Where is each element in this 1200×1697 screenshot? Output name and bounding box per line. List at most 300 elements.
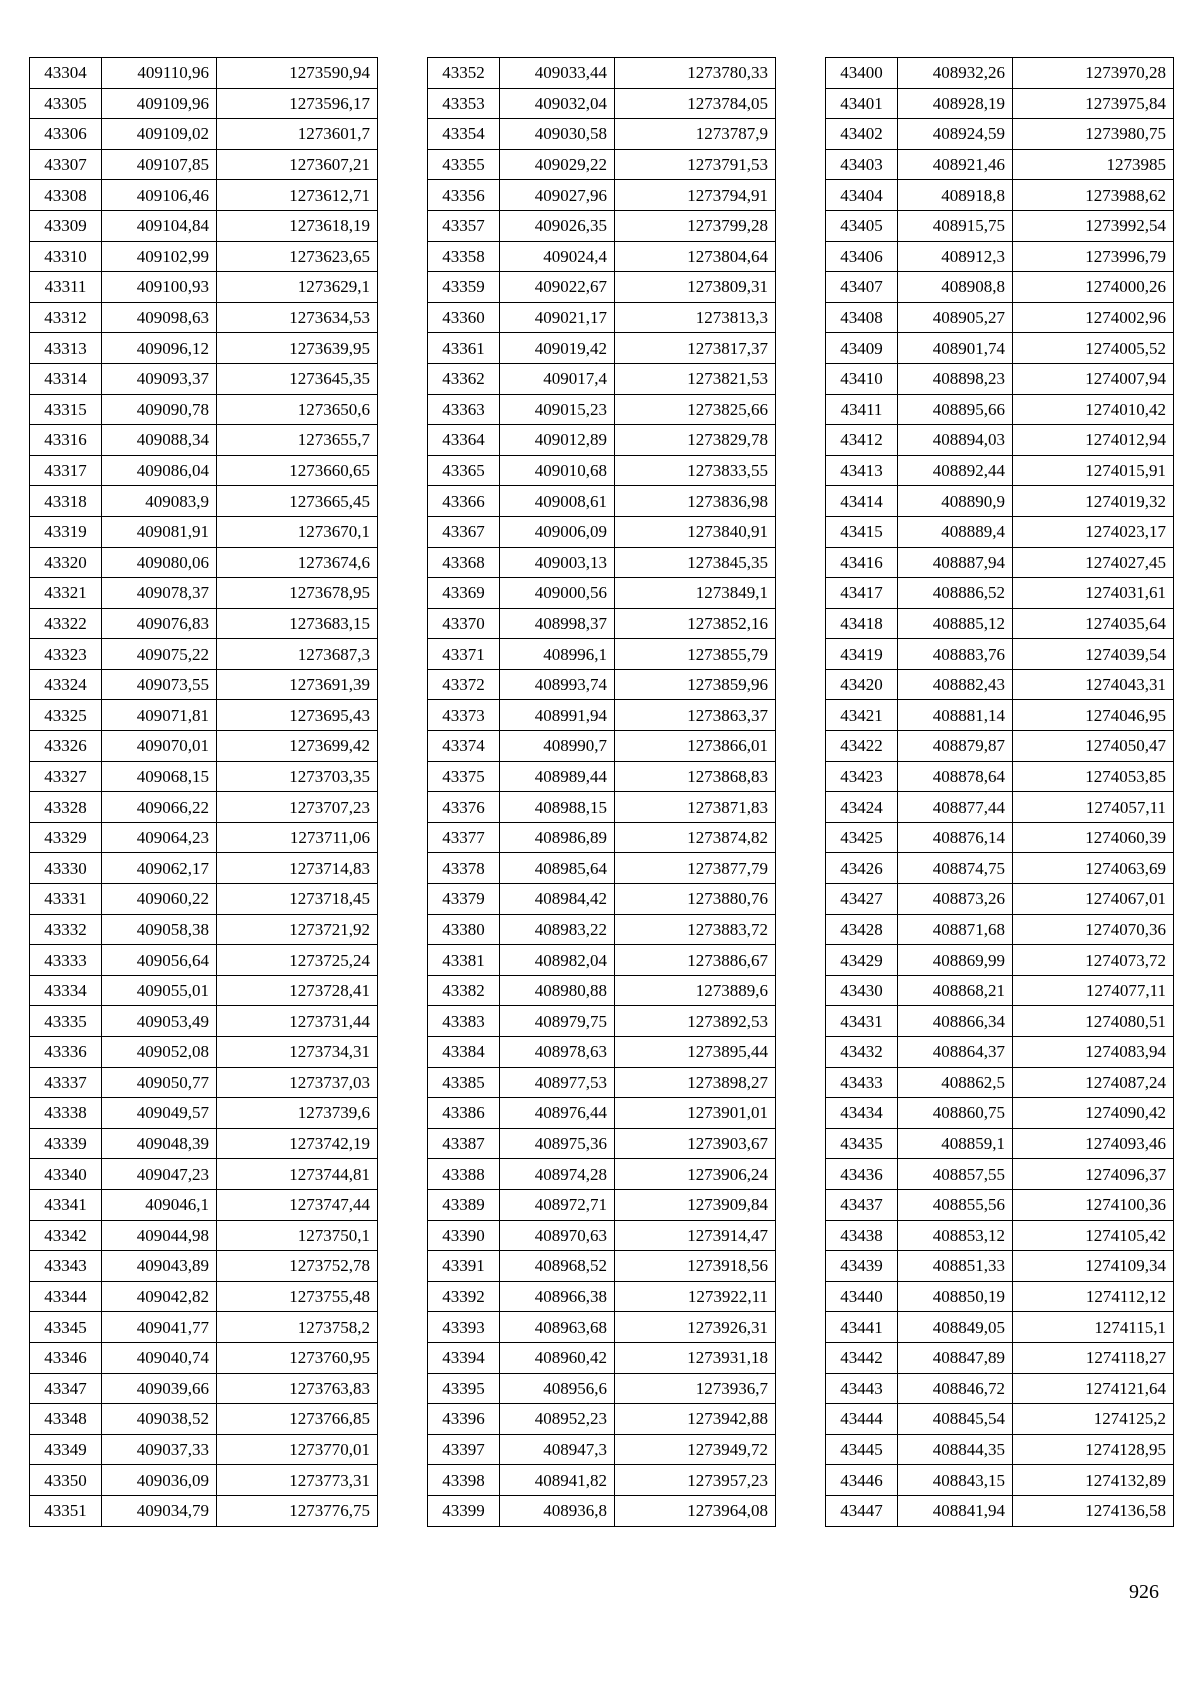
y-coordinate-cell: 1273859,96: [615, 669, 776, 700]
y-coordinate-cell: 1273728,41: [217, 975, 378, 1006]
y-coordinate-cell: 1273618,19: [217, 210, 378, 241]
x-coordinate-cell: 409066,22: [102, 792, 217, 823]
x-coordinate-cell: 409100,93: [102, 272, 217, 303]
point-number-cell: 43353: [428, 88, 500, 119]
table-row: [826, 425, 1174, 456]
x-coordinate-cell: 408990,7: [500, 731, 615, 762]
y-coordinate-cell: 1274118,27: [1013, 1342, 1174, 1373]
y-coordinate-cell: 1273639,95: [217, 333, 378, 364]
y-coordinate-cell: 1273780,33: [615, 58, 776, 89]
y-coordinate-cell: 1273691,39: [217, 669, 378, 700]
table-row: [30, 455, 378, 486]
y-coordinate-cell: 1273992,54: [1013, 210, 1174, 241]
table-row: [30, 975, 378, 1006]
point-number-cell: 43397: [428, 1434, 500, 1465]
x-coordinate-cell: 409106,46: [102, 180, 217, 211]
y-coordinate-cell: 1273980,75: [1013, 119, 1174, 150]
y-coordinate-cell: 1273880,76: [615, 884, 776, 915]
point-number-cell: 43443: [826, 1373, 898, 1404]
x-coordinate-cell: 408850,19: [898, 1281, 1013, 1312]
table-row: [30, 945, 378, 976]
y-coordinate-cell: 1274019,32: [1013, 486, 1174, 517]
x-coordinate-cell: 409000,56: [500, 578, 615, 609]
point-number-cell: 43429: [826, 945, 898, 976]
table-row: [428, 1495, 776, 1526]
x-coordinate-cell: 409075,22: [102, 639, 217, 670]
x-coordinate-cell: 409036,09: [102, 1465, 217, 1496]
table-row: [428, 884, 776, 915]
x-coordinate-cell: 409056,64: [102, 945, 217, 976]
x-coordinate-cell: 408866,34: [898, 1006, 1013, 1037]
table-row: [428, 669, 776, 700]
y-coordinate-cell: 1273821,53: [615, 363, 776, 394]
x-coordinate-cell: 408972,71: [500, 1189, 615, 1220]
table-row: [428, 1159, 776, 1190]
x-coordinate-cell: 408901,74: [898, 333, 1013, 364]
y-coordinate-cell: 1273970,28: [1013, 58, 1174, 89]
x-coordinate-cell: 408998,37: [500, 608, 615, 639]
x-coordinate-cell: 409050,77: [102, 1067, 217, 1098]
y-coordinate-cell: 1274015,91: [1013, 455, 1174, 486]
y-coordinate-cell: 1273895,44: [615, 1037, 776, 1068]
point-number-cell: 43331: [30, 884, 102, 915]
x-coordinate-cell: 409029,22: [500, 149, 615, 180]
x-coordinate-cell: 408853,12: [898, 1220, 1013, 1251]
table-row: [826, 1159, 1174, 1190]
table-row: [428, 363, 776, 394]
point-number-cell: 43336: [30, 1037, 102, 1068]
y-coordinate-cell: 1273773,31: [217, 1465, 378, 1496]
point-number-cell: 43310: [30, 241, 102, 272]
x-coordinate-cell: 408855,56: [898, 1189, 1013, 1220]
x-coordinate-cell: 409102,99: [102, 241, 217, 272]
x-coordinate-cell: 409026,35: [500, 210, 615, 241]
y-coordinate-cell: 1273612,71: [217, 180, 378, 211]
point-number-cell: 43380: [428, 914, 500, 945]
point-number-cell: 43348: [30, 1404, 102, 1435]
point-number-cell: 43432: [826, 1037, 898, 1068]
y-coordinate-cell: 1273903,67: [615, 1128, 776, 1159]
point-number-cell: 43372: [428, 669, 500, 700]
table-row: [826, 792, 1174, 823]
point-number-cell: 43399: [428, 1495, 500, 1526]
point-number-cell: 43360: [428, 302, 500, 333]
table-row: [826, 1312, 1174, 1343]
x-coordinate-cell: 408886,52: [898, 578, 1013, 609]
y-coordinate-cell: 1273833,55: [615, 455, 776, 486]
table-row: [826, 88, 1174, 119]
x-coordinate-cell: 408978,63: [500, 1037, 615, 1068]
table-row: [826, 58, 1174, 89]
table-row: [428, 1037, 776, 1068]
table-row: [428, 1067, 776, 1098]
x-coordinate-cell: 408860,75: [898, 1098, 1013, 1129]
table-row: [428, 1404, 776, 1435]
x-coordinate-cell: 408984,42: [500, 884, 615, 915]
table-row: [30, 1495, 378, 1526]
point-number-cell: 43335: [30, 1006, 102, 1037]
y-coordinate-cell: 1273601,7: [217, 119, 378, 150]
y-coordinate-cell: 1273776,75: [217, 1495, 378, 1526]
table-row: [30, 822, 378, 853]
y-coordinate-cell: 1274010,42: [1013, 394, 1174, 425]
x-coordinate-cell: 409027,96: [500, 180, 615, 211]
x-coordinate-cell: 408894,03: [898, 425, 1013, 456]
y-coordinate-cell: 1273906,24: [615, 1159, 776, 1190]
x-coordinate-cell: 409096,12: [102, 333, 217, 364]
y-coordinate-cell: 1274080,51: [1013, 1006, 1174, 1037]
y-coordinate-cell: 1273645,35: [217, 363, 378, 394]
y-coordinate-cell: 1273883,72: [615, 914, 776, 945]
x-coordinate-cell: 409064,23: [102, 822, 217, 853]
table-row: [428, 1312, 776, 1343]
x-coordinate-cell: 408892,44: [898, 455, 1013, 486]
y-coordinate-cell: 1273988,62: [1013, 180, 1174, 211]
y-coordinate-cell: 1273799,28: [615, 210, 776, 241]
y-coordinate-cell: 1274027,45: [1013, 547, 1174, 578]
point-number-cell: 43307: [30, 149, 102, 180]
point-number-cell: 43312: [30, 302, 102, 333]
y-coordinate-cell: 1274023,17: [1013, 516, 1174, 547]
point-number-cell: 43361: [428, 333, 500, 364]
table-row: [428, 608, 776, 639]
x-coordinate-cell: 409109,96: [102, 88, 217, 119]
table-row: [30, 853, 378, 884]
point-number-cell: 43391: [428, 1251, 500, 1282]
point-number-cell: 43421: [826, 700, 898, 731]
table-row: [826, 149, 1174, 180]
y-coordinate-cell: 1274050,47: [1013, 731, 1174, 762]
x-coordinate-cell: 408974,28: [500, 1159, 615, 1190]
y-coordinate-cell: 1273766,85: [217, 1404, 378, 1435]
table-row: [826, 1342, 1174, 1373]
y-coordinate-cell: 1274060,39: [1013, 822, 1174, 853]
table-row: [428, 1006, 776, 1037]
y-coordinate-cell: 1273687,3: [217, 639, 378, 670]
x-coordinate-cell: 408924,59: [898, 119, 1013, 150]
y-coordinate-cell: 1273739,6: [217, 1098, 378, 1129]
table-row: [428, 1342, 776, 1373]
x-coordinate-cell: 408849,05: [898, 1312, 1013, 1343]
point-number-cell: 43343: [30, 1251, 102, 1282]
y-coordinate-cell: 1273734,31: [217, 1037, 378, 1068]
y-coordinate-cell: 1273985: [1013, 149, 1174, 180]
table-row: [30, 1189, 378, 1220]
x-coordinate-cell: 409047,23: [102, 1159, 217, 1190]
x-coordinate-cell: 408996,1: [500, 639, 615, 670]
y-coordinate-cell: 1273590,94: [217, 58, 378, 89]
point-number-cell: 43425: [826, 822, 898, 853]
table-row: [30, 1342, 378, 1373]
x-coordinate-cell: 409081,91: [102, 516, 217, 547]
table-row: [30, 669, 378, 700]
x-coordinate-cell: 408843,15: [898, 1465, 1013, 1496]
x-coordinate-cell: 408887,94: [898, 547, 1013, 578]
y-coordinate-cell: 1273791,53: [615, 149, 776, 180]
x-coordinate-cell: 408873,26: [898, 884, 1013, 915]
x-coordinate-cell: 408844,35: [898, 1434, 1013, 1465]
y-coordinate-cell: 1273674,6: [217, 547, 378, 578]
point-number-cell: 43392: [428, 1281, 500, 1312]
x-coordinate-cell: 408877,44: [898, 792, 1013, 823]
point-number-cell: 43314: [30, 363, 102, 394]
x-coordinate-cell: 408918,8: [898, 180, 1013, 211]
point-number-cell: 43373: [428, 700, 500, 731]
y-coordinate-cell: 1273996,79: [1013, 241, 1174, 272]
point-number-cell: 43405: [826, 210, 898, 241]
y-coordinate-cell: 1273707,23: [217, 792, 378, 823]
point-number-cell: 43339: [30, 1128, 102, 1159]
x-coordinate-cell: 408975,36: [500, 1128, 615, 1159]
y-coordinate-cell: 1273784,05: [615, 88, 776, 119]
y-coordinate-cell: 1273892,53: [615, 1006, 776, 1037]
y-coordinate-cell: 1273747,44: [217, 1189, 378, 1220]
table-row: [30, 180, 378, 211]
y-coordinate-cell: 1273886,67: [615, 945, 776, 976]
table-row: [30, 302, 378, 333]
point-number-cell: 43329: [30, 822, 102, 853]
table-row: [30, 1312, 378, 1343]
y-coordinate-cell: 1273758,2: [217, 1312, 378, 1343]
point-number-cell: 43438: [826, 1220, 898, 1251]
y-coordinate-cell: 1274073,72: [1013, 945, 1174, 976]
x-coordinate-cell: 408982,04: [500, 945, 615, 976]
x-coordinate-cell: 408889,4: [898, 516, 1013, 547]
point-number-cell: 43328: [30, 792, 102, 823]
point-number-cell: 43416: [826, 547, 898, 578]
x-coordinate-cell: 409071,81: [102, 700, 217, 731]
table-row: [30, 58, 378, 89]
table-row: [826, 1098, 1174, 1129]
table-row: [826, 241, 1174, 272]
table-row: [826, 1495, 1174, 1526]
point-number-cell: 43315: [30, 394, 102, 425]
point-number-cell: 43389: [428, 1189, 500, 1220]
point-number-cell: 43340: [30, 1159, 102, 1190]
point-number-cell: 43385: [428, 1067, 500, 1098]
x-coordinate-cell: 408882,43: [898, 669, 1013, 700]
x-coordinate-cell: 408966,38: [500, 1281, 615, 1312]
y-coordinate-cell: 1274002,96: [1013, 302, 1174, 333]
y-coordinate-cell: 1273877,79: [615, 853, 776, 884]
point-number-cell: 43355: [428, 149, 500, 180]
point-number-cell: 43374: [428, 731, 500, 762]
table-row: [30, 1373, 378, 1404]
x-coordinate-cell: 409104,84: [102, 210, 217, 241]
x-coordinate-cell: 409107,85: [102, 149, 217, 180]
y-coordinate-cell: 1274053,85: [1013, 761, 1174, 792]
table-row: [826, 119, 1174, 150]
x-coordinate-cell: 408879,87: [898, 731, 1013, 762]
y-coordinate-cell: 1274057,11: [1013, 792, 1174, 823]
table-row: [826, 1220, 1174, 1251]
x-coordinate-cell: 408986,89: [500, 822, 615, 853]
page-number: 926: [1129, 1581, 1159, 1603]
point-number-cell: 43308: [30, 180, 102, 211]
table-row: [428, 58, 776, 89]
x-coordinate-cell: 408878,64: [898, 761, 1013, 792]
table-row: [30, 241, 378, 272]
table-row: [826, 547, 1174, 578]
table-row: [428, 1189, 776, 1220]
x-coordinate-cell: 408898,23: [898, 363, 1013, 394]
table-row: [30, 1281, 378, 1312]
x-coordinate-cell: 408905,27: [898, 302, 1013, 333]
point-number-cell: 43323: [30, 639, 102, 670]
table-row: [30, 792, 378, 823]
table-row: [428, 1128, 776, 1159]
point-number-cell: 43351: [30, 1495, 102, 1526]
x-coordinate-cell: 408989,44: [500, 761, 615, 792]
table-row: [428, 272, 776, 303]
table-row: [428, 88, 776, 119]
point-number-cell: 43332: [30, 914, 102, 945]
x-coordinate-cell: 408968,52: [500, 1251, 615, 1282]
y-coordinate-cell: 1273711,06: [217, 822, 378, 853]
table-row: [826, 1465, 1174, 1496]
y-coordinate-cell: 1273949,72: [615, 1434, 776, 1465]
point-number-cell: 43304: [30, 58, 102, 89]
point-number-cell: 43330: [30, 853, 102, 884]
x-coordinate-cell: 409073,55: [102, 669, 217, 700]
table-row: [428, 1251, 776, 1282]
y-coordinate-cell: 1273931,18: [615, 1342, 776, 1373]
y-coordinate-cell: 1273817,37: [615, 333, 776, 364]
x-coordinate-cell: 408885,12: [898, 608, 1013, 639]
table-row: [30, 639, 378, 670]
x-coordinate-cell: 408977,53: [500, 1067, 615, 1098]
table-row: [428, 302, 776, 333]
point-number-cell: 43324: [30, 669, 102, 700]
point-number-cell: 43318: [30, 486, 102, 517]
y-coordinate-cell: 1273634,53: [217, 302, 378, 333]
point-number-cell: 43358: [428, 241, 500, 272]
table-row: [30, 1006, 378, 1037]
x-coordinate-cell: 409021,17: [500, 302, 615, 333]
y-coordinate-cell: 1274132,89: [1013, 1465, 1174, 1496]
table-row: [826, 731, 1174, 762]
table-row: [428, 914, 776, 945]
point-number-cell: 43434: [826, 1098, 898, 1129]
y-coordinate-cell: 1273964,08: [615, 1495, 776, 1526]
point-number-cell: 43422: [826, 731, 898, 762]
table-row: [826, 975, 1174, 1006]
point-number-cell: 43395: [428, 1373, 500, 1404]
y-coordinate-cell: 1273629,1: [217, 272, 378, 303]
point-number-cell: 43327: [30, 761, 102, 792]
y-coordinate-cell: 1273942,88: [615, 1404, 776, 1435]
point-number-cell: 43431: [826, 1006, 898, 1037]
table-row: [826, 394, 1174, 425]
y-coordinate-cell: 1274125,2: [1013, 1404, 1174, 1435]
x-coordinate-cell: 408983,22: [500, 914, 615, 945]
x-coordinate-cell: 408932,26: [898, 58, 1013, 89]
table-row: [826, 180, 1174, 211]
point-number-cell: 43420: [826, 669, 898, 700]
table-row: [428, 394, 776, 425]
y-coordinate-cell: 1273874,82: [615, 822, 776, 853]
point-number-cell: 43396: [428, 1404, 500, 1435]
point-number-cell: 43445: [826, 1434, 898, 1465]
table-row: [826, 1404, 1174, 1435]
x-coordinate-cell: 408871,68: [898, 914, 1013, 945]
x-coordinate-cell: 408980,88: [500, 975, 615, 1006]
y-coordinate-cell: 1273804,64: [615, 241, 776, 272]
table-row: [30, 88, 378, 119]
y-coordinate-cell: 1274077,11: [1013, 975, 1174, 1006]
point-number-cell: 43333: [30, 945, 102, 976]
table-row: [428, 333, 776, 364]
y-coordinate-cell: 1273750,1: [217, 1220, 378, 1251]
x-coordinate-cell: 408988,15: [500, 792, 615, 823]
y-coordinate-cell: 1273755,48: [217, 1281, 378, 1312]
point-number-cell: 43371: [428, 639, 500, 670]
point-number-cell: 43414: [826, 486, 898, 517]
x-coordinate-cell: 408960,42: [500, 1342, 615, 1373]
point-number-cell: 43413: [826, 455, 898, 486]
y-coordinate-cell: 1274121,64: [1013, 1373, 1174, 1404]
y-coordinate-cell: 1274100,36: [1013, 1189, 1174, 1220]
x-coordinate-cell: 408868,21: [898, 975, 1013, 1006]
x-coordinate-cell: 409033,44: [500, 58, 615, 89]
point-number-cell: 43387: [428, 1128, 500, 1159]
x-coordinate-cell: 408993,74: [500, 669, 615, 700]
point-number-cell: 43363: [428, 394, 500, 425]
y-coordinate-cell: 1273849,1: [615, 578, 776, 609]
x-coordinate-cell: 409037,33: [102, 1434, 217, 1465]
x-coordinate-cell: 409019,42: [500, 333, 615, 364]
point-number-cell: 43398: [428, 1465, 500, 1496]
point-number-cell: 43426: [826, 853, 898, 884]
x-coordinate-cell: 409024,4: [500, 241, 615, 272]
y-coordinate-cell: 1274090,42: [1013, 1098, 1174, 1129]
point-number-cell: 43313: [30, 333, 102, 364]
coordinate-table-3: [825, 57, 1174, 1527]
table-row: [30, 1404, 378, 1435]
y-coordinate-cell: 1273763,83: [217, 1373, 378, 1404]
point-number-cell: 43419: [826, 639, 898, 670]
x-coordinate-cell: 409110,96: [102, 58, 217, 89]
x-coordinate-cell: 408947,3: [500, 1434, 615, 1465]
table-row: [428, 1281, 776, 1312]
x-coordinate-cell: 409006,09: [500, 516, 615, 547]
y-coordinate-cell: 1273744,81: [217, 1159, 378, 1190]
point-number-cell: 43390: [428, 1220, 500, 1251]
table-row: [428, 731, 776, 762]
y-coordinate-cell: 1273975,84: [1013, 88, 1174, 119]
x-coordinate-cell: 408976,44: [500, 1098, 615, 1129]
x-coordinate-cell: 409076,83: [102, 608, 217, 639]
y-coordinate-cell: 1273794,91: [615, 180, 776, 211]
x-coordinate-cell: 409042,82: [102, 1281, 217, 1312]
y-coordinate-cell: 1273721,92: [217, 914, 378, 945]
table-row: [826, 1128, 1174, 1159]
point-number-cell: 43359: [428, 272, 500, 303]
x-coordinate-cell: 408985,64: [500, 853, 615, 884]
table-row: [428, 119, 776, 150]
y-coordinate-cell: 1273909,84: [615, 1189, 776, 1220]
table-row: [30, 394, 378, 425]
point-number-cell: 43367: [428, 516, 500, 547]
table-row: [428, 455, 776, 486]
point-number-cell: 43346: [30, 1342, 102, 1373]
x-coordinate-cell: 408841,94: [898, 1495, 1013, 1526]
x-coordinate-cell: 409034,79: [102, 1495, 217, 1526]
y-coordinate-cell: 1273957,23: [615, 1465, 776, 1496]
x-coordinate-cell: 409008,61: [500, 486, 615, 517]
table-row: [30, 914, 378, 945]
x-coordinate-cell: 408890,9: [898, 486, 1013, 517]
